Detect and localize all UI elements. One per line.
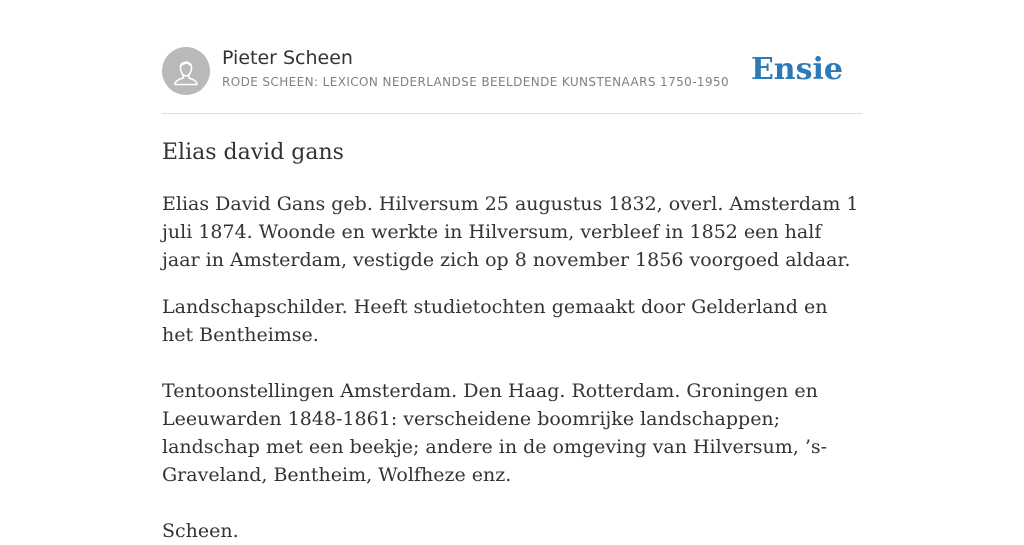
source-title[interactable]: RODE SCHEEN: LEXICON NEDERLANDSE BEELDENDE KUNSTENAARS 1750-1950 [222, 75, 730, 89]
user-silhouette-icon [162, 47, 210, 95]
page-container [162, 0, 862, 542]
article-title: Elias david gans [162, 140, 344, 165]
article-paragraph: Landschapschilder. Heeft studietochten gemaakt door Gelderland en het Bentheimse. [162, 296, 828, 346]
article-paragraph: Tentoonstellingen Amsterdam. Den Haag. Rotterdam. Groningen en Leeuwarden 1848-1861: verscheidene boomrijke landschappen; landschap met een beekje; andere in de omgeving van Hilversum, ’s-Graveland, Bentheim, Wolfheze enz. [162, 380, 828, 486]
article-paragraph: Elias David Gans geb. Hilversum 25 augustus 1832, overl. Amsterdam 1 juli 1874. Woonde en werkte in Hilversum, verbleef in 1852 een half jaar in Amsterdam, vestigde zich op 8 november 1856 voorgoed aldaar. [162, 193, 859, 271]
article-body [162, 190, 862, 545]
author-name[interactable]: Pieter Scheen [222, 47, 353, 69]
author-avatar[interactable] [162, 47, 210, 95]
article-paragraph: Scheen. [162, 520, 239, 542]
article-header [162, 47, 862, 114]
ensie-logo[interactable]: Ensie [750, 52, 843, 87]
